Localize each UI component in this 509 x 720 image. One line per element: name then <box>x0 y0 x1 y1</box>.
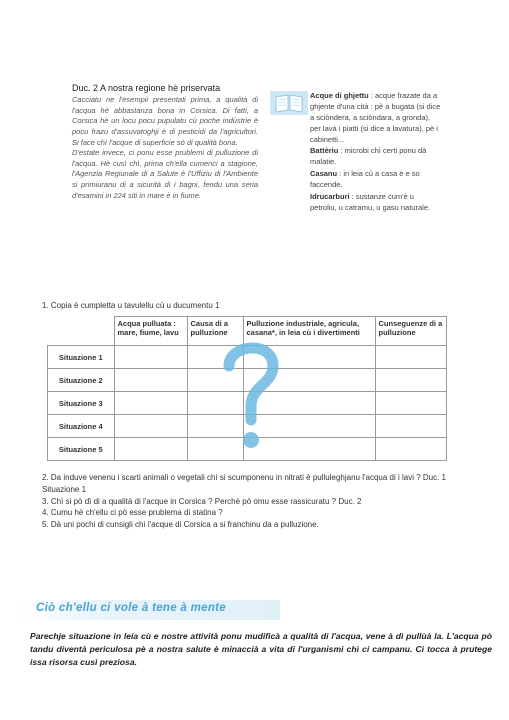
table-cell[interactable] <box>375 392 446 415</box>
document-paragraph-1: Cacciatu ne l'esempii presentati prima, a qualità di l'acqua hè abbastanza bona in Corsica. Di fatti, a Corsica hè un locu pocu pupulatu cù poche indùstrie è pocu frazu d'assuvatoghji è di pesticidi da l'agricultori. Si face chì l'acque di superficie sò di qualità bona. <box>72 95 258 147</box>
question-mark-icon <box>221 336 281 456</box>
glossary <box>270 91 442 215</box>
glossary-list <box>310 91 442 214</box>
table-cell[interactable] <box>114 369 187 392</box>
glossary-term: Casanu <box>310 169 338 179</box>
column-header-pollution-type: Pulluzione industriale, agricula, casana*, in leia cù i divertimenti <box>243 317 375 346</box>
exercise-instruction: 1. Copia è cumpletta u tavulellu cù u ducumentu 1 <box>42 301 220 310</box>
question-item: 4. Cumu hè ch'ellu ci pò esse prublema di statina ? <box>42 508 223 518</box>
table-cell[interactable] <box>375 415 446 438</box>
table-corner-cell <box>48 317 115 346</box>
glossary-definition: : in leia cù a casa è e so faccende. <box>310 169 420 189</box>
document-paragraph-2: D'estate invece, ci ponu esse prublemi di pulluzione di l'acqua. Hè cusì chì, prima ch'ella cumenci a stagione, l'Agenzia Regiunale di a Salute è l'Uffiziu di l'Ambiente si primiuranu di a sicurità di i bagni, fendu una seria d'esamini in 224 siti in mare è in fiume. <box>72 148 258 200</box>
table-cell[interactable] <box>375 369 446 392</box>
glossary-term: Battèriu <box>310 146 339 156</box>
table-cell[interactable] <box>114 415 187 438</box>
row-label: Situazione 1 <box>48 346 115 369</box>
questions-list <box>42 472 472 531</box>
row-label: Situazione 3 <box>48 392 115 415</box>
question-item: 3. Chì si pò dì di a qualità di l'acque in Corsica ? Perchè pò omu esse rassicuratu ? Duc. 2 <box>42 496 362 506</box>
table-cell[interactable] <box>375 438 446 461</box>
row-label: Situazione 2 <box>48 369 115 392</box>
table-cell[interactable] <box>114 438 187 461</box>
remember-text: Parechje situazione in leia cù e nostre attività ponu mudificà a qualità di l'acqua, vene à dì pullùà la. L'acqua pò tandu diventà periculosa pè a nostra salute è minaccià a vita di l'urganismi chì ci campanu. Ci tocca à prutege issa risorsa cusì preziosa. <box>30 631 492 667</box>
glossary-item <box>310 169 442 191</box>
glossary-term: Acque di ghjettu <box>310 91 369 100</box>
table-cell[interactable] <box>114 392 187 415</box>
glossary-item <box>310 146 442 168</box>
open-book-icon <box>270 91 308 115</box>
document-title: Duc. 2 A nostra regione hè priservata <box>72 83 221 93</box>
table-cell[interactable] <box>114 346 187 369</box>
column-header-water: Acqua pulluata : mare, fiume, lavu <box>114 317 187 346</box>
remember-header <box>18 600 280 620</box>
question-item: 2. Da induve venenu i scarti animali o vegetali chì si scumponenu in nitrati è pulluleghjanu l'acqua di i lavi ? Duc. 1 Situazione 1 <box>42 473 446 494</box>
glossary-definition: : acque frazate da a ghjente d'una cità : pè a bugata (si dice a sciòndera, a sciòndara, a gronda), per lavà i piatti (si dice a lavatura), pè i cabinetti... <box>310 91 441 144</box>
glossary-item <box>310 192 442 214</box>
row-label: Situazione 5 <box>48 438 115 461</box>
table-cell[interactable] <box>375 346 446 369</box>
glossary-item <box>310 91 442 145</box>
glossary-term: Idrucarburi <box>310 191 350 201</box>
column-header-consequences: Cunseguenze di a pulluzione <box>375 317 446 346</box>
row-label: Situazione 4 <box>48 415 115 438</box>
document-2-box <box>72 83 258 201</box>
question-item: 5. Dà uni pochi di cunsigli chì l'acque di Corsica a si franchinu da a pulluzione. <box>42 520 319 530</box>
remember-title: Ciò ch'ellu ci vole à tene à mente <box>36 602 226 614</box>
glossary-definition: : microbi chì certi ponu dà malatie. <box>310 146 427 167</box>
column-header-cause: Causa di a pulluzione <box>187 317 243 346</box>
glossary-definition: : sustanze cum'è u petroliu, u catramu, u gasu naturale. <box>310 191 431 212</box>
